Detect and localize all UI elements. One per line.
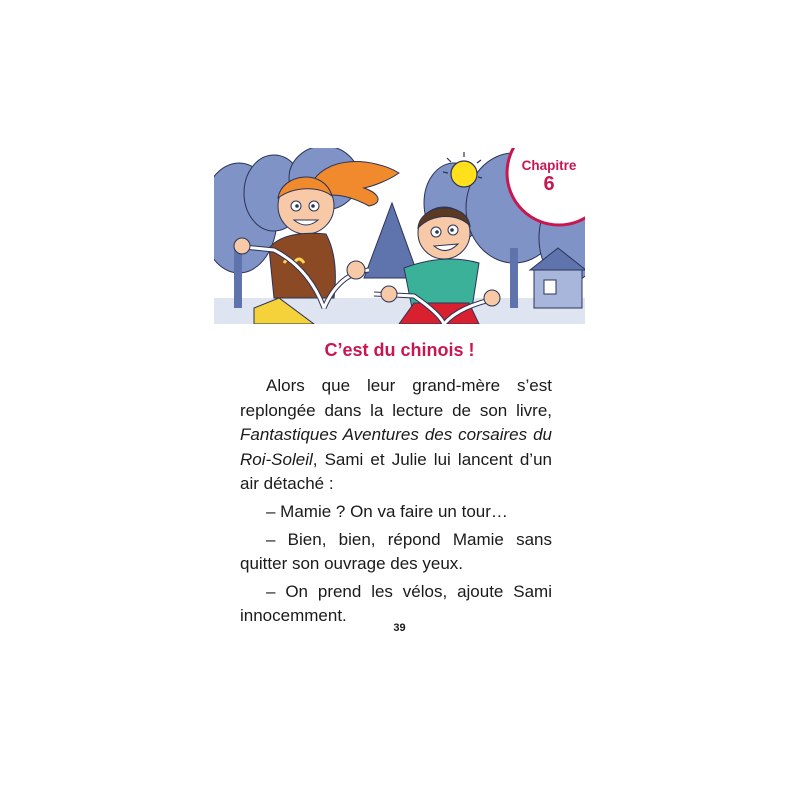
paragraph-2: – Mamie ? On va faire un tour… <box>266 501 508 521</box>
chapter-title: C’est du chinois ! <box>324 340 475 360</box>
book-title: Fantastiques Aventures des corsaires du Roi-Soleil <box>240 425 552 469</box>
paragraph-1 <box>240 374 552 497</box>
paragraph-4: – On prend les vélos, ajoute Sami innocemment. <box>240 581 552 626</box>
page-number: 39 <box>393 622 406 634</box>
paragraph-3: – Bien, bien, répond Mamie sans quitter son ouvrage des yeux. <box>240 529 552 574</box>
chapter-label: Chapitre <box>521 158 577 173</box>
chapter-number: 6 <box>543 173 555 195</box>
chapter-body <box>240 374 552 629</box>
paragraph-1-lead: Alors que leur grand-mère s’est replongée dans la lecture de son livre, <box>240 376 552 420</box>
paragraph-1-tail: , Sami et Julie lui lancent d’un air détaché : <box>240 449 552 494</box>
